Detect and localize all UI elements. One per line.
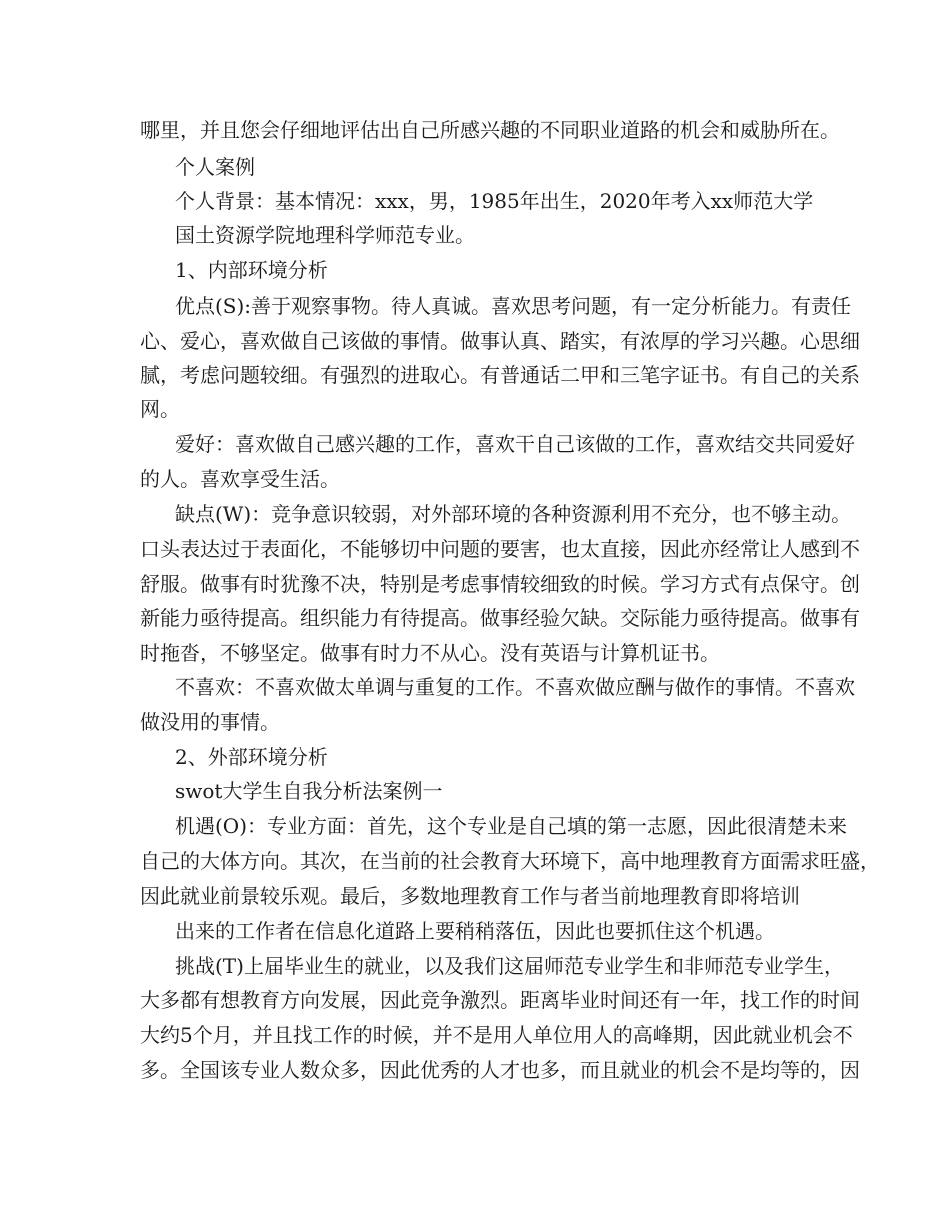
text-line: 的人。喜欢享受生活。 <box>140 467 340 491</box>
text-line: 做没用的事情。 <box>140 710 280 734</box>
section-heading: 1、内部环境分析 <box>175 258 328 282</box>
text-line: 口头表达过于表面化，不能够切中问题的要害，也太直接，因此亦经常让人感到不 <box>140 537 860 561</box>
text-line: 心、爱心，喜欢做自己该做的事情。做事认真、踏实，有浓厚的学习兴趣。心思细 <box>140 329 860 353</box>
text-line: 网。 <box>140 397 180 421</box>
text-line: 国土资源学院地理科学师范专业。 <box>175 223 475 247</box>
text-line: 爱好：喜欢做自己感兴趣的工作，喜欢干自己该做的工作，喜欢结交共同爱好 <box>175 432 855 456</box>
text-line: 时拖沓，不够坚定。做事有时力不从心。没有英语与计算机证书。 <box>140 641 720 665</box>
text-line: 大多都有想教育方向发展，因此竞争激烈。距离毕业时间还有一年，找工作的时间 <box>140 988 860 1012</box>
section-heading: 2、外部环境分析 <box>175 745 328 769</box>
text-line: 个人背景：基本情况：xxx，男，1985年出生，2020年考入xx师范大学 <box>175 189 814 213</box>
text-line: 自己的大体方向。其次，在当前的社会教育大环境下，高中地理教育方面需求旺盛， <box>140 849 880 873</box>
text-line: 新能力亟待提高。组织能力有待提高。做事经验欠缺。交际能力亟待提高。做事有 <box>140 606 860 630</box>
text-line: 机遇(O)：专业方面：首先，这个专业是自己填的第一志愿，因此很清楚未来 <box>175 814 848 838</box>
text-line: 舒服。做事有时犹豫不决，特别是考虑事情较细致的时候。学习方式有点保守。创 <box>140 572 860 596</box>
section-heading: 个人案例 <box>175 155 255 179</box>
text-line: 不喜欢：不喜欢做太单调与重复的工作。不喜欢做应酬与做作的事情。不喜欢 <box>175 675 855 699</box>
text-line: 腻，考虑问题较细。有强烈的进取心。有普通话二甲和三笔字证书。有自己的关系 <box>140 363 860 387</box>
text-line: 优点(S):善于观察事物。待人真诚。喜欢思考问题，有一定分析能力。有责任 <box>175 294 852 318</box>
text-line: 哪里，并且您会仔细地评估出自己所感兴趣的不同职业道路的机会和威胁所在。 <box>140 118 840 142</box>
text-line: 缺点(W)：竞争意识较弱，对外部环境的各种资源利用不充分，也不够主动。 <box>175 502 852 526</box>
text-line: 挑战(T)上届毕业生的就业，以及我们这届师范专业学生和非师范专业学生， <box>175 954 844 978</box>
text-line: 因此就业前景较乐观。最后，多数地理教育工作与者当前地理教育即将培训 <box>140 884 800 908</box>
text-line: 多。全国该专业人数众多，因此优秀的人才也多，而且就业的机会不是均等的，因 <box>140 1058 860 1082</box>
text-line: 大约5个月，并且找工作的时候，并不是用人单位用人的高峰期，因此就业机会不 <box>140 1023 853 1047</box>
text-line: 出来的工作者在信息化道路上要稍稍落伍，因此也要抓住这个机遇。 <box>175 919 775 943</box>
section-heading: swot大学生自我分析法案例一 <box>175 779 443 803</box>
